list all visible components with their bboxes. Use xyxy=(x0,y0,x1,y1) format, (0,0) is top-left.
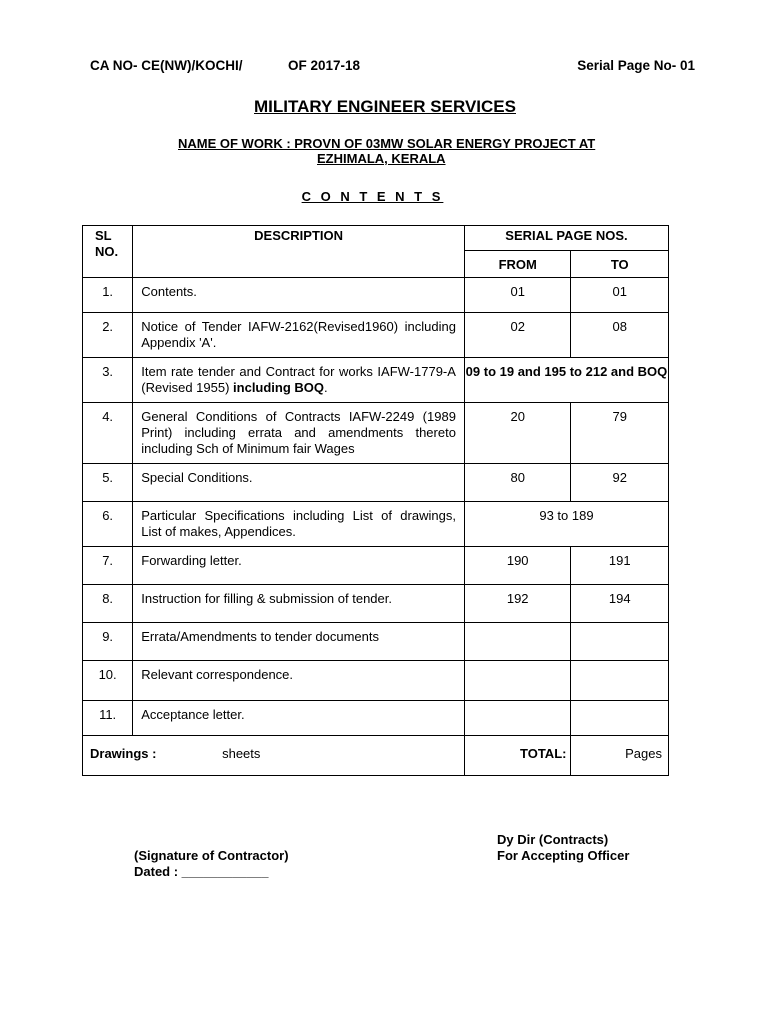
contents-heading: C O N T E N T S xyxy=(301,189,444,204)
document-title: MILITARY ENGINEER SERVICES xyxy=(254,97,516,116)
row-to: 08 xyxy=(571,313,669,358)
row-from: 190 xyxy=(464,547,571,585)
row-to: 191 xyxy=(571,547,669,585)
total-label: TOTAL: xyxy=(464,736,571,776)
from-header: FROM xyxy=(464,251,571,278)
row-sl: 4. xyxy=(83,403,133,464)
drawings-cell xyxy=(83,736,465,776)
table-row xyxy=(83,278,669,313)
row-from: 01 xyxy=(464,278,571,313)
table-row xyxy=(83,464,669,502)
row-to xyxy=(571,623,669,661)
table-row xyxy=(83,403,669,464)
row-sl: 1. xyxy=(83,278,133,313)
officer-role: For Accepting Officer xyxy=(497,848,630,863)
row-sl: 10. xyxy=(83,661,133,701)
contents-table xyxy=(82,225,669,776)
row-description xyxy=(133,358,465,403)
contractor-signature-label: (Signature of Contractor) xyxy=(134,848,289,863)
row-from xyxy=(464,623,571,661)
table-row xyxy=(83,502,669,547)
ca-number: CA NO- CE(NW)/KOCHI/ xyxy=(90,58,243,73)
row-description: Contents. xyxy=(133,278,465,313)
row-description: Acceptance letter. xyxy=(133,701,465,736)
serial-page-number: Serial Page No- 01 xyxy=(577,58,695,73)
row-description: Instruction for filling & submission of tender. xyxy=(133,585,465,623)
contract-year: OF 2017-18 xyxy=(288,58,361,73)
row-description: Errata/Amendments to tender documents xyxy=(133,623,465,661)
row-from xyxy=(464,661,571,701)
serial-page-nos-header: SERIAL PAGE NOS. xyxy=(464,226,668,251)
row-sl: 9. xyxy=(83,623,133,661)
dated-line: Dated : ____________ xyxy=(134,864,269,879)
row-page-range: 93 to 189 xyxy=(464,502,668,547)
row-description-text: Item rate tender and Contract for works IAFW-1779-A (Revised 1955) xyxy=(141,364,456,395)
row-description: Forwarding letter. xyxy=(133,547,465,585)
row-to: 92 xyxy=(571,464,669,502)
row-sl: 8. xyxy=(83,585,133,623)
row-description: Particular Specifications including List of drawings, List of makes, Appendices. xyxy=(133,502,465,547)
to-header: TO xyxy=(571,251,669,278)
row-description: Relevant correspondence. xyxy=(133,661,465,701)
officer-block xyxy=(497,832,629,864)
table-row xyxy=(83,623,669,661)
row-description-end: . xyxy=(324,380,328,395)
row-to xyxy=(571,661,669,701)
table-row xyxy=(83,661,669,701)
row-sl: 2. xyxy=(83,313,133,358)
drawings-label: Drawings : xyxy=(90,746,157,761)
contractor-signature-block xyxy=(134,848,289,880)
row-description-bold: including BOQ xyxy=(233,380,325,395)
table-row xyxy=(83,701,669,736)
row-from xyxy=(464,701,571,736)
row-description: General Conditions of Contracts IAFW-2249 (1989 Print) including errata and amendments thereto including Sch of Minimum fair Wages xyxy=(133,403,465,464)
row-description: Notice of Tender IAFW-2162(Revised1960) including Appendix 'A'. xyxy=(133,313,465,358)
description-header: DESCRIPTION xyxy=(133,226,465,278)
row-page-range: 09 to 19 and 195 to 212 and BOQ xyxy=(464,358,668,403)
name-of-work-line1: NAME OF WORK : PROVN OF 03MW SOLAR ENERGY PROJECT AT xyxy=(178,136,596,151)
row-from: 20 xyxy=(464,403,571,464)
row-sl: 7. xyxy=(83,547,133,585)
row-sl: 11. xyxy=(83,701,133,736)
drawings-sheets: sheets xyxy=(222,746,261,761)
row-sl: 5. xyxy=(83,464,133,502)
table-row xyxy=(83,313,669,358)
name-of-work xyxy=(178,136,670,166)
total-pages: Pages xyxy=(571,736,669,776)
table-row xyxy=(83,358,669,403)
row-from: 02 xyxy=(464,313,571,358)
sl-no-header: SL NO. xyxy=(83,226,133,278)
officer-title: Dy Dir (Contracts) xyxy=(497,832,609,847)
row-to: 01 xyxy=(571,278,669,313)
table-row xyxy=(83,585,669,623)
table-footer-row xyxy=(83,736,669,776)
row-sl: 6. xyxy=(83,502,133,547)
table-row xyxy=(83,547,669,585)
row-to: 194 xyxy=(571,585,669,623)
row-sl: 3. xyxy=(83,358,133,403)
row-description: Special Conditions. xyxy=(133,464,465,502)
row-to xyxy=(571,701,669,736)
row-to: 79 xyxy=(571,403,669,464)
row-from: 80 xyxy=(464,464,571,502)
name-of-work-line2: EZHIMALA, KERALA xyxy=(317,151,446,166)
row-from: 192 xyxy=(464,585,571,623)
